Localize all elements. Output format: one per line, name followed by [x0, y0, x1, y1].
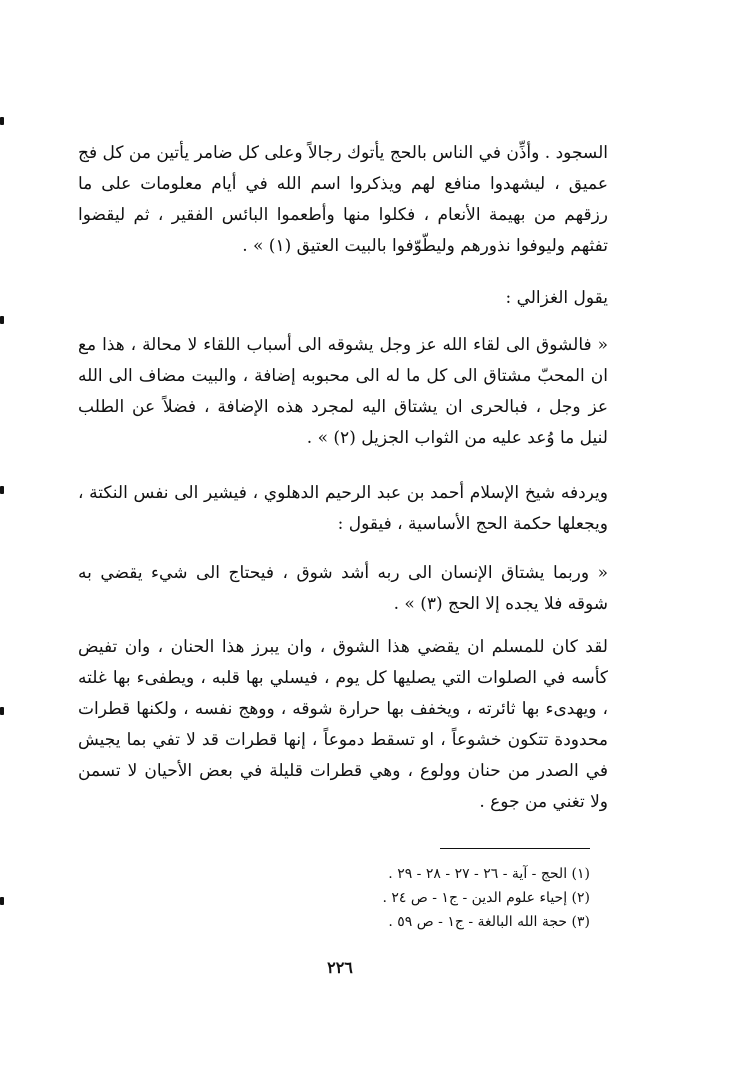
scan-edge-mark: [0, 117, 4, 125]
scan-edge-mark: [0, 707, 4, 715]
paragraph-text: لقد كان للمسلم ان يقضي هذا الشوق ، وان يبرز هذا الحنان ، وان تفيض كأسه في الصلوات التي يصليها كل يوم ، فيسلي بها قلبه ، ويطفىء بها غلته ، ويهدىء بها ثائرته ، ويخفف بها حرارة شوقه ، ووهج نفسه ، ولكنها قطرات محدودة تتكون خشوعاً ، او تسقط دموعاً ، إنها قطرات قد لا تفي بما يجيش في الصدر من حنان وولوع ، وهي قطرات قليلة في بعض الأحيان لا تسمن ولا تغني من جوع .: [78, 637, 608, 812]
paragraph-quran-verse: [78, 138, 608, 262]
paragraph-ghazali-quote: [78, 330, 608, 454]
paragraph-text: « وربما يشتاق الإنسان الى ربه أشد شوق ، فيحتاج الى شيء يقضي به شوقه فلا يجده إلا الحج (٣) » .: [78, 563, 608, 614]
paragraph-dehlawi-quote: [78, 558, 608, 620]
paragraph-prayer-longing: [78, 632, 608, 818]
scan-edge-mark: [0, 316, 4, 324]
scan-edge-mark: [0, 897, 4, 905]
footnote-divider: [440, 848, 590, 849]
paragraph-text: يقول الغزالي :: [505, 288, 608, 308]
paragraph-text: السجود . وأذِّن في الناس بالحج يأتوك رجالاً وعلى كل ضامر يأتين من كل فج عميق ، ليشهدوا منافع لهم ويذكروا اسم الله في أيام معلومات على ما رزقهم من بهيمة الأنعام ، فكلوا منها وأطعموا البائس الفقير ، ثم ليقضوا تفثهم وليوفوا نذورهم وليطّوّفوا بالبيت العتيق (١) » .: [78, 143, 608, 256]
footnote-1: (١) الحج - آية - ٢٦ - ٢٧ - ٢٨ - ٢٩ .: [388, 866, 590, 882]
footnote-2: (٢) إحياء علوم الدين - ج١ - ص ٢٤ .: [382, 890, 590, 906]
paragraph-dehlawi-intro: [78, 478, 608, 540]
scan-edge-mark: [0, 486, 4, 494]
paragraph-ghazali-intro: [78, 283, 608, 314]
footnote-3: (٣) حجة الله البالغة - ج١ - ص ٥٩ .: [388, 914, 590, 930]
page-number: ٢٢٦: [327, 958, 353, 977]
footnotes: [260, 862, 590, 934]
paragraph-text: ويردفه شيخ الإسلام أحمد بن عبد الرحيم الدهلوي ، فيشير الى نفس النكتة ، ويجعلها حكمة الحج الأساسية ، فيقول :: [78, 483, 608, 534]
paragraph-text: « فالشوق الى لقاء الله عز وجل يشوقه الى أسباب اللقاء لا محالة ، هذا مع ان المحبّ مشتاق الى كل ما له الى محبوبه إضافة ، والبيت مضاف الى الله عز وجل ، فبالحرى ان يشتاق اليه لمجرد هذه الإضافة ، فضلاً عن الطلب لنيل ما وُعد عليه من الثواب الجزيل (٢) » .: [78, 335, 608, 448]
